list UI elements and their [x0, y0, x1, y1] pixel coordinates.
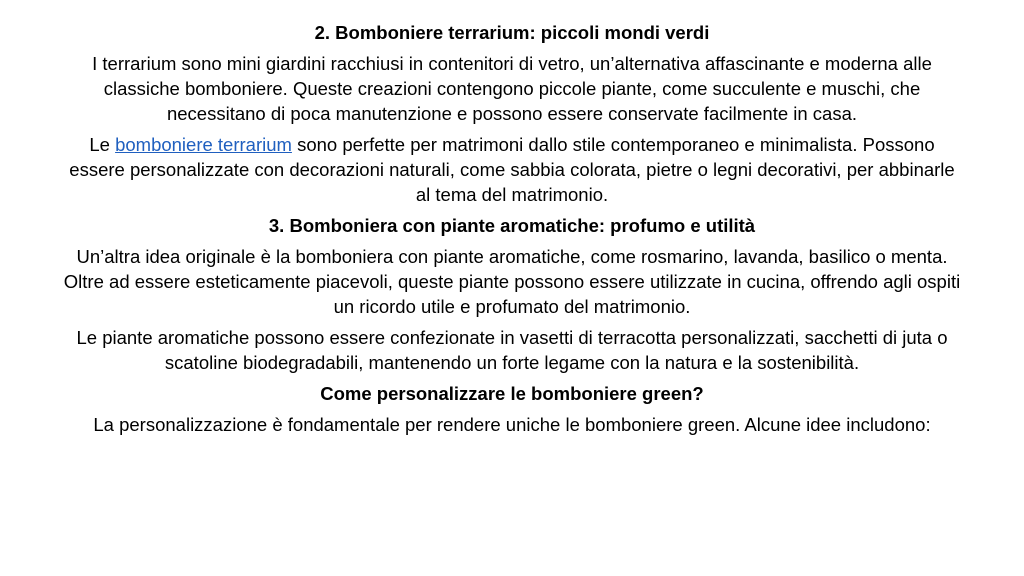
section-heading-aromatic: 3. Bomboniera con piante aromatiche: profumo e utilità: [268, 215, 756, 236]
slide-content: [60, 20, 964, 443]
paragraph-text-before-link: Le: [89, 134, 116, 155]
bomboniere-terrarium-link[interactable]: bomboniere terrarium: [115, 134, 292, 155]
paragraph-aromatic-intro: Un’altra idea originale è la bomboniera con piante aromatiche, come rosmarino, lavanda, basilico o menta. Oltre ad essere esteticamente piacevoli, queste piante possono essere utilizzate in cucina, offrendo agli ospiti un ricordo utile e profumato del matrimonio.: [63, 246, 961, 317]
section-heading-terrarium: 2. Bomboniere terrarium: piccoli mondi verdi: [314, 22, 710, 43]
paragraph-customize-intro: La personalizzazione è fondamentale per rendere uniche le bomboniere green. Alcune idee includono:: [93, 414, 931, 435]
paragraph-terrarium-intro: I terrarium sono mini giardini racchiusi in contenitori di vetro, un’alternativa affascinante e moderna alle classiche bomboniere. Queste creazioni contengono piccole piante, come succulente e muschi, che necessitano di poca manutenzione e possono essere conservate facilmente in casa.: [92, 53, 932, 124]
paragraph-aromatic-packaging: Le piante aromatiche possono essere confezionate in vasetti di terracotta personalizzati, sacchetti di juta o scatoline biodegradabili, mantenendo un forte legame con la natura e la sostenibilità.: [76, 327, 948, 373]
section-heading-customize: Come personalizzare le bomboniere green?: [320, 383, 704, 404]
paragraph-terrarium-usage: [60, 132, 964, 207]
paragraph-text-after-link: sono perfette per matrimoni dallo stile contemporaneo e minimalista. Possono essere personalizzate con decorazioni naturali, come sabbia colorata, pietre o legni decorativi, per abbinarle al tema del matrimonio.: [69, 134, 955, 205]
